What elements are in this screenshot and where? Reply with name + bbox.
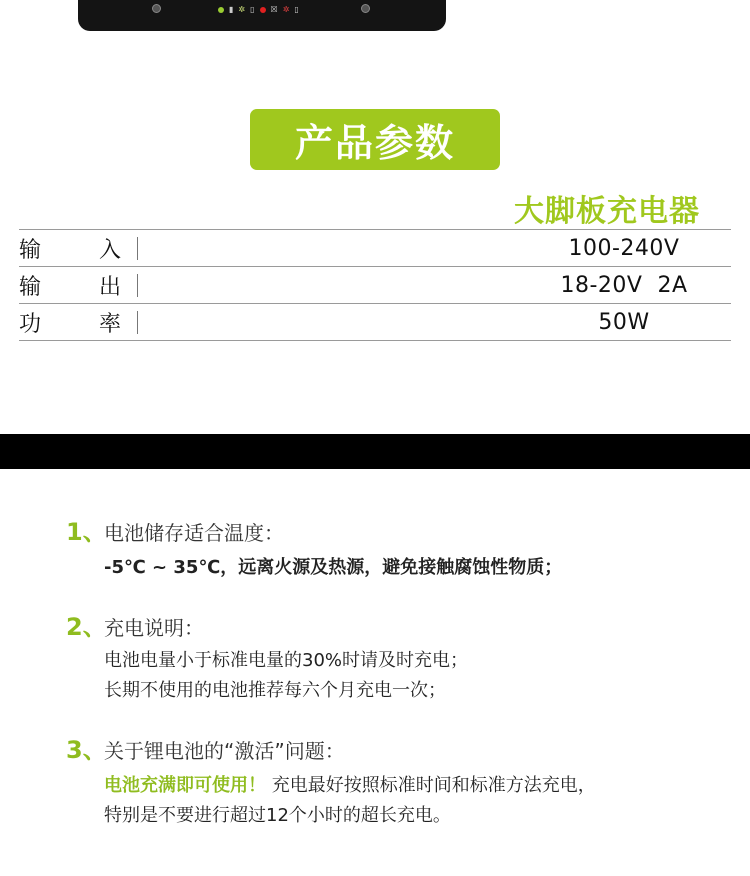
indicator-lights — [218, 6, 299, 14]
note-number: 2、 — [66, 613, 107, 641]
spec-label-char: 功 — [19, 311, 42, 337]
note-line: 长期不使用的电池推荐每六个月充电一次； — [104, 680, 446, 701]
note-line: 电池电量小于标准电量的30%时请及时充电； — [104, 650, 469, 671]
note-storage — [66, 512, 562, 583]
red-led-icon — [260, 7, 266, 13]
note-charging — [66, 607, 468, 706]
charger-panel-image — [78, 0, 446, 31]
spec-table — [19, 229, 731, 341]
charging-icon: ✲ — [238, 5, 246, 14]
battery-icon: ▮ — [229, 5, 234, 14]
battery-low-icon: ▯ — [294, 5, 299, 14]
spec-label — [19, 307, 121, 338]
section-title-badge: 产品参数 — [250, 109, 500, 170]
column-divider — [137, 274, 138, 297]
note-heading — [66, 607, 468, 642]
spec-row-input — [19, 229, 731, 266]
spec-label-char: 输 — [19, 237, 42, 263]
spec-label — [19, 270, 121, 301]
product-name: 大脚板充电器 — [514, 194, 700, 229]
spec-row-output — [19, 266, 731, 303]
note-line: -5℃ ~ 35℃，远离火源及热源，避免接触腐蚀性物质； — [104, 557, 563, 578]
note-heading-text: 充电说明： — [104, 616, 204, 640]
note-line: 特别是不要进行超过12个小时的超长充电。 — [104, 805, 451, 826]
spec-value: 18-20V 2A — [560, 272, 688, 298]
section-divider-band — [0, 434, 750, 469]
note-heading — [66, 512, 562, 547]
spec-value: 50W — [598, 309, 650, 335]
note-line — [104, 771, 596, 801]
note-heading-text: 关于锂电池的“激活”问题： — [104, 739, 345, 763]
spec-label-char: 入 — [98, 237, 121, 263]
green-led-icon — [218, 7, 224, 13]
fault-icon: ✲ — [282, 5, 290, 14]
column-divider — [137, 237, 138, 260]
spec-label-char: 输 — [19, 274, 42, 300]
note-heading — [66, 730, 596, 765]
note-heading-text: 电池储存适合温度： — [104, 521, 284, 545]
note-number: 1、 — [66, 518, 107, 546]
spec-label — [19, 233, 121, 264]
battery-outline-icon: ▯ — [250, 5, 255, 14]
spec-value: 100-240V — [568, 235, 680, 261]
spec-label-char: 出 — [98, 274, 121, 300]
note-text: 充电最好按照标准时间和标准方法充电， — [271, 775, 596, 796]
note-highlight: 电池充满即可使用！ — [104, 775, 266, 796]
screw-icon — [361, 4, 370, 13]
spec-row-power — [19, 303, 731, 341]
screw-icon — [152, 4, 161, 13]
note-activation — [66, 730, 596, 831]
spec-label-char: 率 — [98, 311, 121, 337]
no-battery-icon: ☒ — [270, 5, 278, 14]
column-divider — [137, 311, 138, 334]
note-number: 3、 — [66, 736, 107, 764]
